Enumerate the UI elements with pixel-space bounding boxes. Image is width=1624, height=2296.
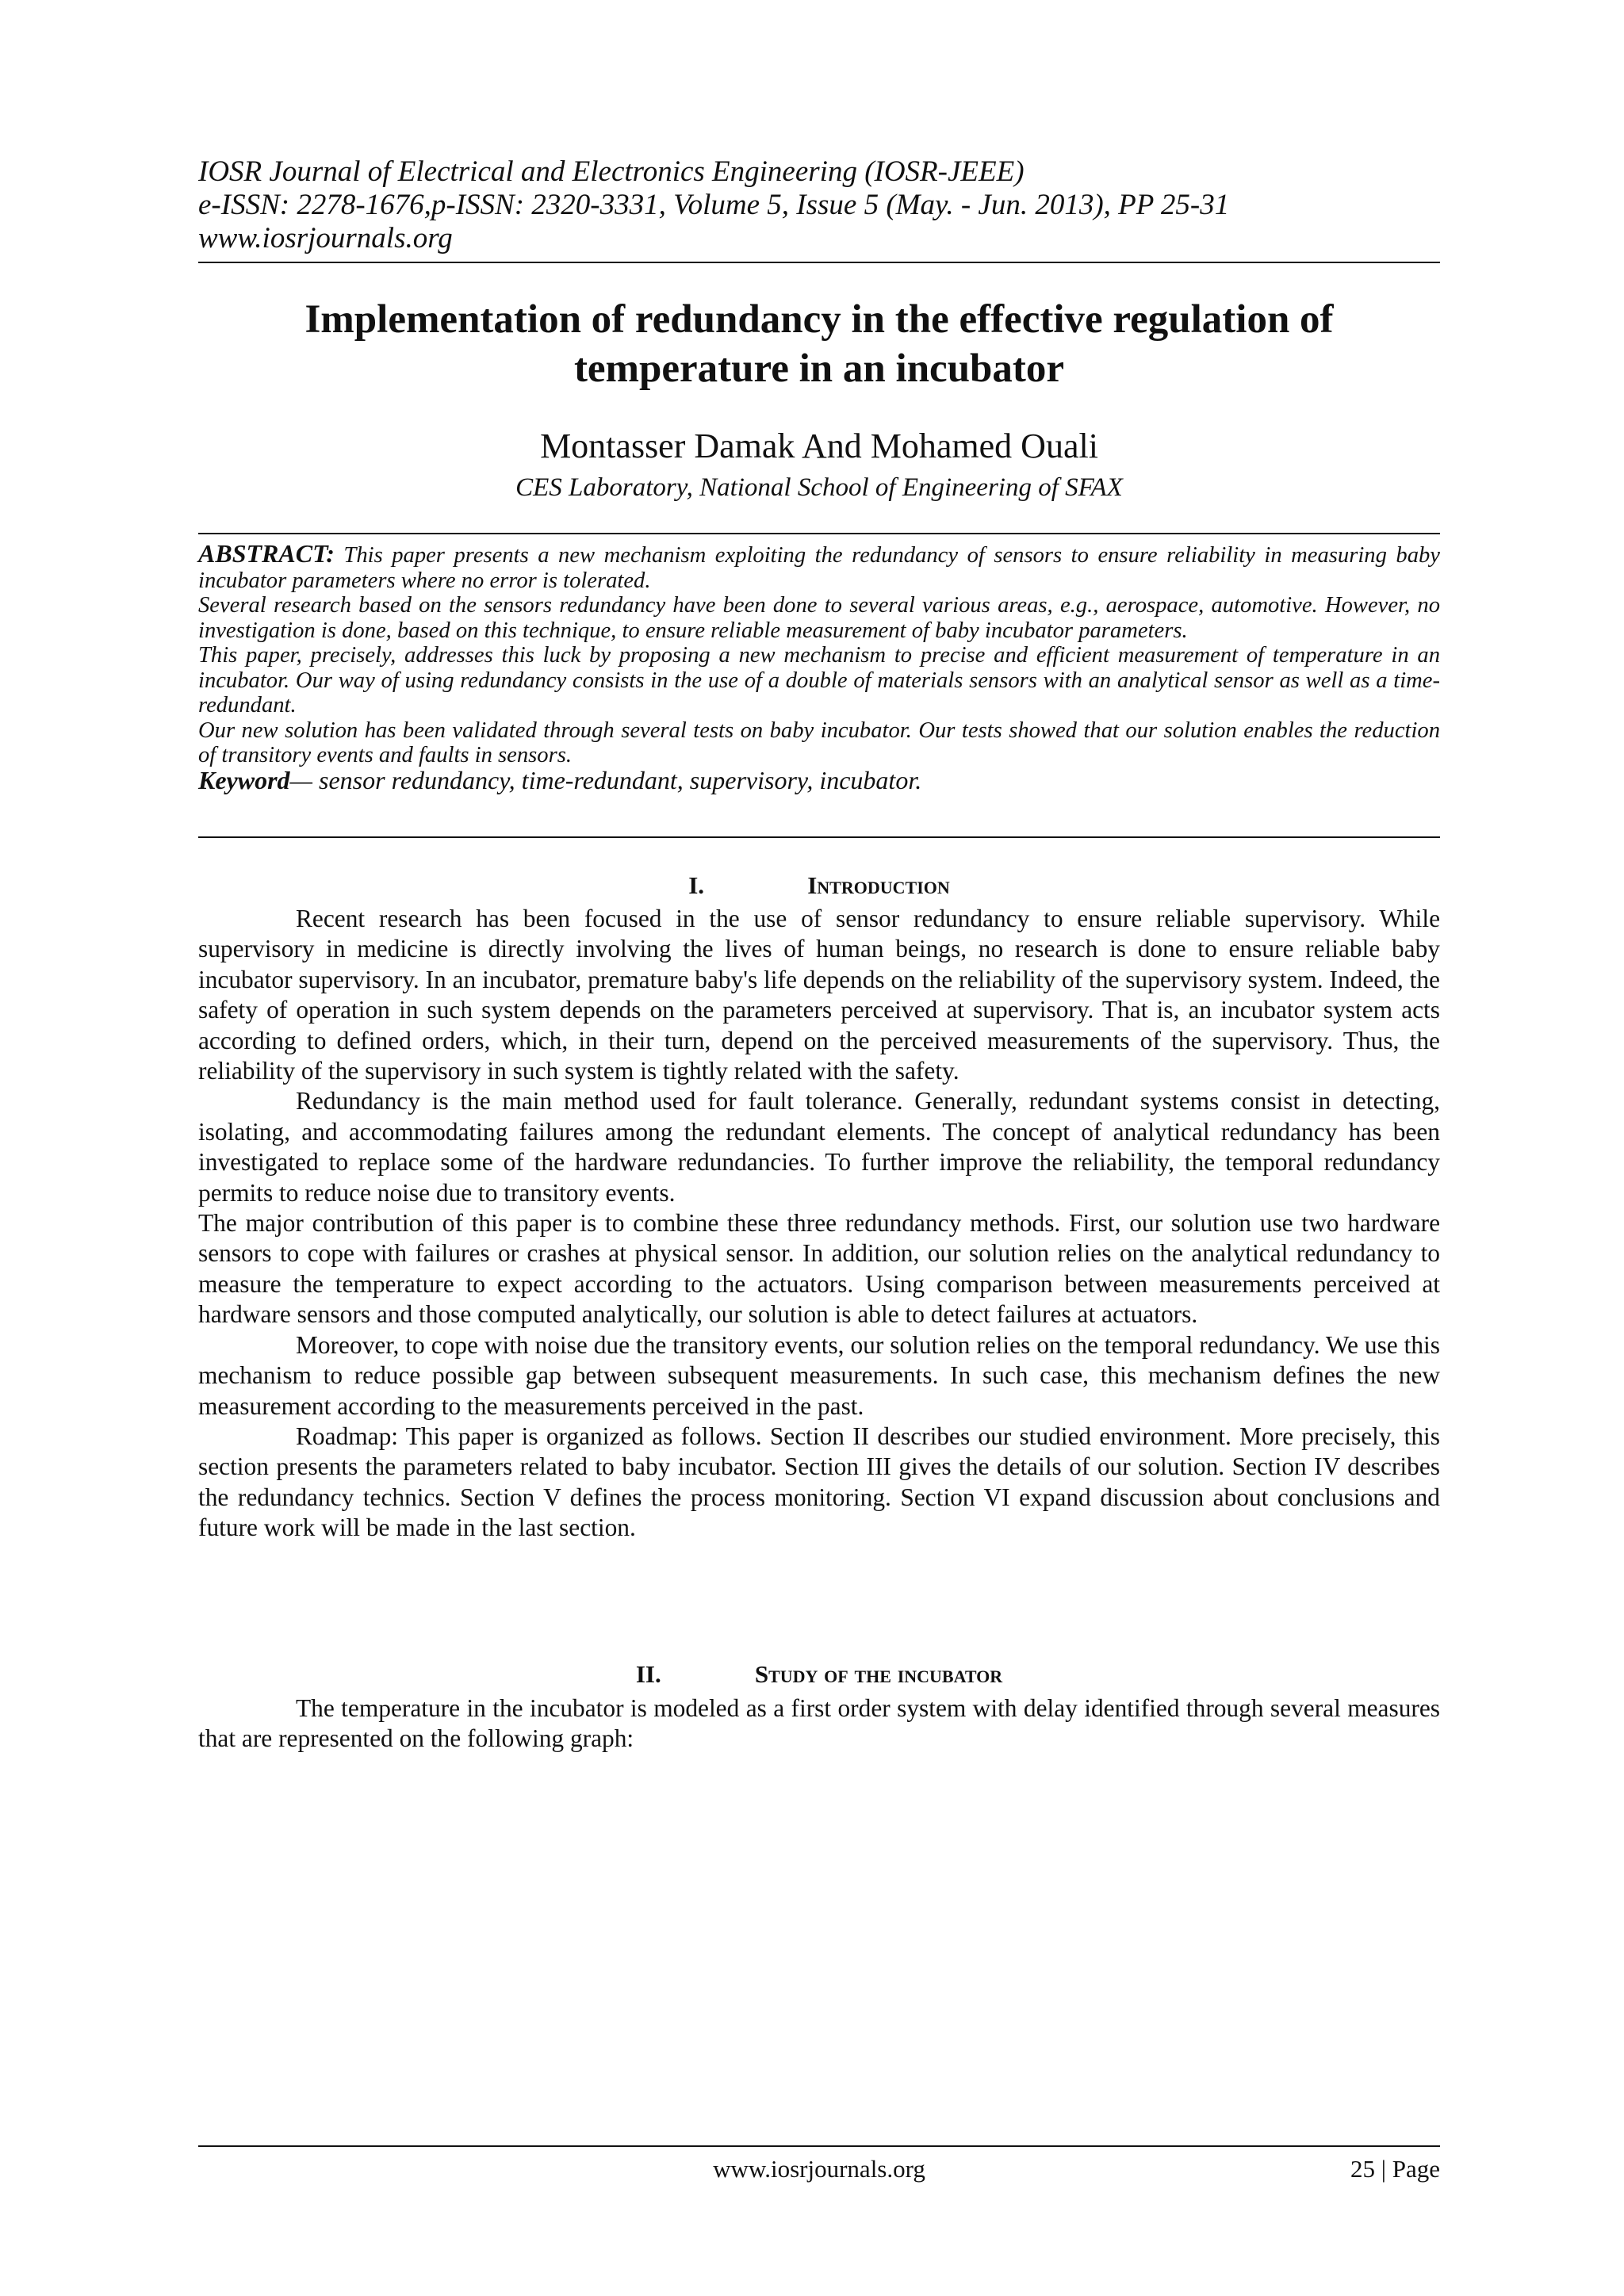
section-number: I. [688, 871, 705, 899]
body-paragraph: The temperature in the incubator is modeled as a first order system with delay identified through several measures that are represented on the following graph: [198, 1694, 1440, 1753]
abstract [198, 541, 1440, 793]
authors: Montasser Damak And Mohamed Ouali [540, 427, 1098, 465]
body-paragraph: Recent research has been focused in the use of sensor redundancy to ensure reliable supervisory. While supervisory in medicine is directly involving the lives of human beings, no research is done to ensure reliable baby incubator supervisory. In an incubator, premature baby's life depends on the reliability of the supervisory system. Indeed, the safety of operation in such system depends on the parameters perceived at supervisory. That is, an incubator system acts according to defined orders, which, in their turn, depend on the perceived measurements of the supervisory. Thus, the reliability of the supervisory in such system is tightly related with the safety. [198, 905, 1440, 1085]
abstract-paragraph: This paper, precisely, addresses this luck by proposing a new mechanism to precise and efficient measurement of temperature in an incubator. Our way of using redundancy consists in the use of a double of materials sensors with an analytical sensor as well as a time-redundant. [198, 643, 1440, 718]
section-number: II. [635, 1660, 661, 1688]
section-heading-introduction [198, 871, 1440, 900]
title-line-1: Implementation of redundancy in the effective regulation of [304, 297, 1334, 342]
body-paragraph: The major contribution of this paper is to combine these three redundancy methods. First, our solution use two hardware sensors to cope with failures or crashes at physical sensor. In addition, our solution relies on the analytical redundancy to measure the temperature to expect according to the actuators. Using comparison between measurements perceived at hardware sensors and those computed analytically, our solution is able to detect failures at actuators. [198, 1209, 1440, 1329]
keywords [198, 765, 1440, 794]
abstract-bottom-rule [198, 836, 1440, 838]
abstract-paragraph: Several research based on the sensors redundancy have been done to several various areas, e.g., aerospace, automotive. However, no investigation is done, based on this technique, to ensure reliable measurement of baby incubator parameters. [198, 593, 1440, 643]
title-line-2: temperature in an incubator [573, 346, 1065, 391]
affiliation: CES Laboratory, National School of Engineering of SFAX [515, 473, 1123, 502]
section-title: Study of the incubator [754, 1660, 1003, 1688]
body-paragraph: Roadmap: This paper is organized as follows. Section II describes our studied environment. More precisely, this section presents the parameters related to baby incubator. Section III gives the details of our solution. Section IV describes the redundancy technics. Section V defines the process monitoring. Section VI expand discussion about conclusions and future work will be made in the last section. [198, 1422, 1440, 1542]
issn-line: e-ISSN: 2278-1676,p-ISSN: 2320-3331, Volume 5, Issue 5 (May. - Jun. 2013), PP 25-31 [198, 189, 1230, 221]
keyword-label: Keyword [198, 765, 290, 794]
page-number: 25 | Page [1350, 2155, 1440, 2183]
footer-rule [198, 2145, 1440, 2147]
keyword-list: — sensor redundancy, time-redundant, supervisory, incubator. [289, 765, 922, 794]
abstract-paragraph: Our new solution has been validated through several tests on baby incubator. Our tests showed that our solution enables the reduction of transitory events and faults in sensors. [198, 718, 1440, 767]
running-header [198, 155, 1440, 255]
journal-name: IOSR Journal of Electrical and Electronics Engineering (IOSR-JEEE) [198, 155, 1025, 188]
body-paragraph: Moreover, to cope with noise due the transitory events, our solution relies on the temporal redundancy. We use this mechanism to reduce possible gap between subsequent measurements. In such case, this mechanism defines the new measurement according to the measurements perceived in the past. [198, 1330, 1440, 1420]
section-title: Introduction [807, 871, 950, 899]
footer-website[interactable]: www.iosrjournals.org [713, 2155, 925, 2183]
body-paragraph: Redundancy is the main method used for fault tolerance. Generally, redundant systems consist in detecting, isolating, and accommodating failures among the redundant elements. The concept of analytical redundancy has been investigated to replace some of the hardware redundancies. To further improve the reliability, the temporal redundancy permits to reduce noise due to transitory events. [198, 1087, 1440, 1207]
header-rule [198, 262, 1440, 263]
abstract-top-rule [198, 533, 1440, 534]
abstract-paragraph [198, 541, 1440, 593]
study-body [198, 1693, 1440, 1755]
paper-title [198, 295, 1440, 393]
journal-website[interactable]: www.iosrjournals.org [198, 222, 453, 254]
abstract-label: ABSTRACT: [198, 539, 335, 568]
section-heading-study [198, 1660, 1440, 1689]
introduction-body [198, 904, 1440, 1544]
abstract-text: This paper presents a new mechanism exploiting the redundancy of sensors to ensure reliability in measuring baby incubator parameters where no error is tolerated. [198, 543, 1440, 593]
